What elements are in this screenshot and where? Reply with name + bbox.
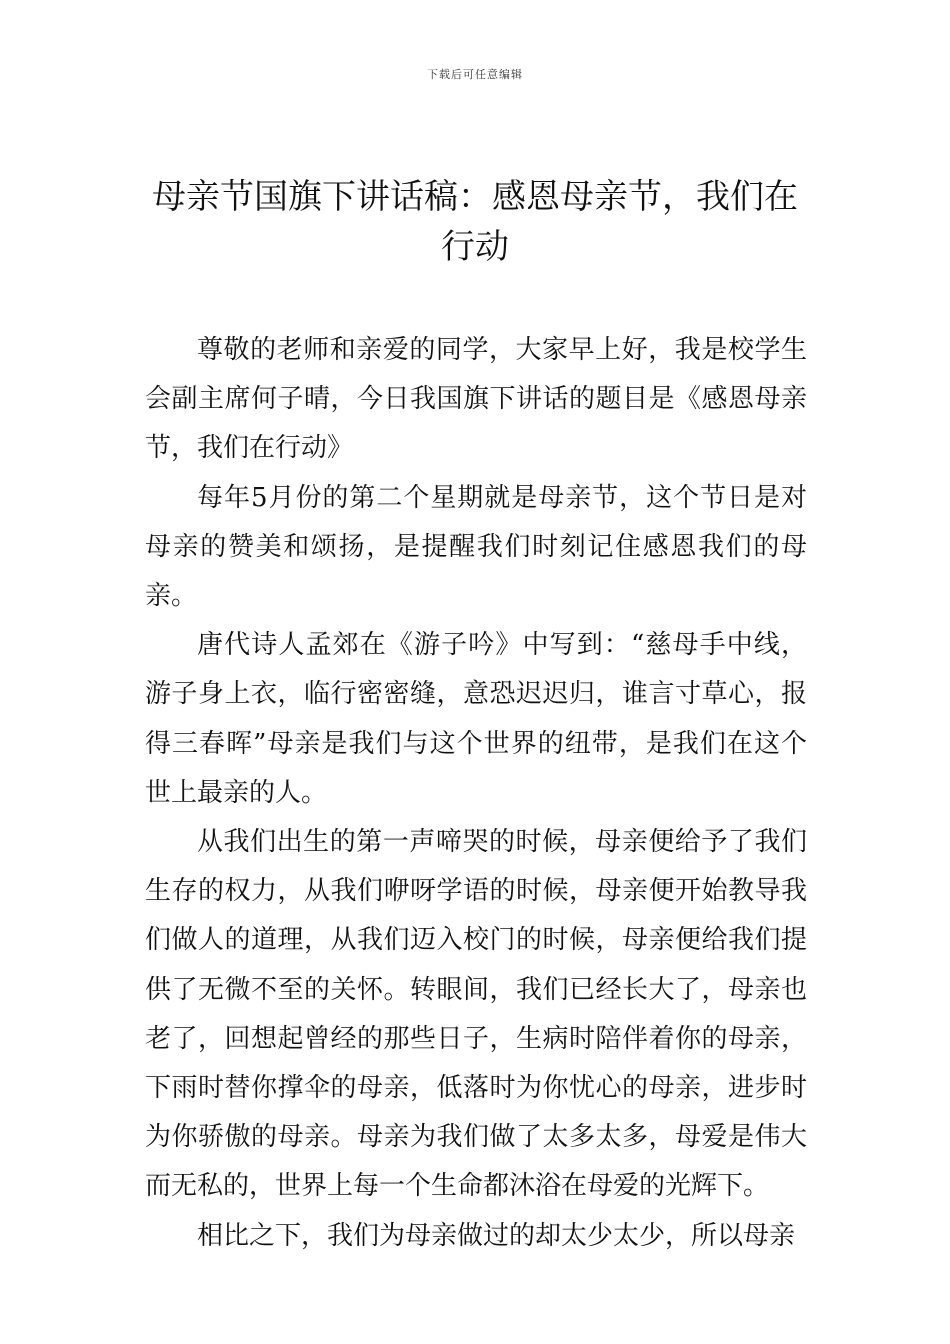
paragraph-mother-care: 从我们出生的第一声啼哭的时候，母亲便给予了我们生存的权力，从我们咿呀学语的时候，母亲便开始教导我们做人的道理，从我们迈入校门的时候，母亲便给我们提供了无微不至的关怀。转眼间，我们已经长大了，母亲也老了，回想起曾经的那些日子，生病时陪伴着你的母亲，下雨时替你撑伞的母亲，低落时为你忧心的母亲，进步时为你骄傲的母亲。母亲为我们做了太多太多，母爱是伟大而无私的，世界上每一个生命都沐浴在母爱的光辉下。 [145, 827, 807, 1202]
paragraph-mothers-day: 每年5月份的第二个星期就是母亲节，这个节日是对母亲的赞美和颂扬，是提醒我们时刻记住感恩我们的母亲。 [145, 482, 807, 612]
document-title: 母亲节国旗下讲话稿：感恩母亲节，我们在行动 [152, 177, 798, 267]
paragraph-closing: 相比之下，我们为母亲做过的却太少太少，所以母亲 [197, 1220, 796, 1251]
document-body [145, 326, 807, 1261]
paragraph-greeting: 尊敬的老师和亲爱的同学，大家早上好，我是校学生会副主席何子晴，今日我国旗下讲话的题目是《感恩母亲节，我们在行动》 [145, 335, 807, 464]
header-note: 下载后可任意编辑 [427, 68, 523, 81]
paragraph-poem: 唐代诗人孟郊在《游子吟》中写到：“慈母手中线，游子身上衣，临行密密缝，意恐迟迟归，谁言寸草心，报得三春晖”母亲是我们与这个世界的纽带，是我们在这个世上最亲的人。 [145, 630, 807, 808]
